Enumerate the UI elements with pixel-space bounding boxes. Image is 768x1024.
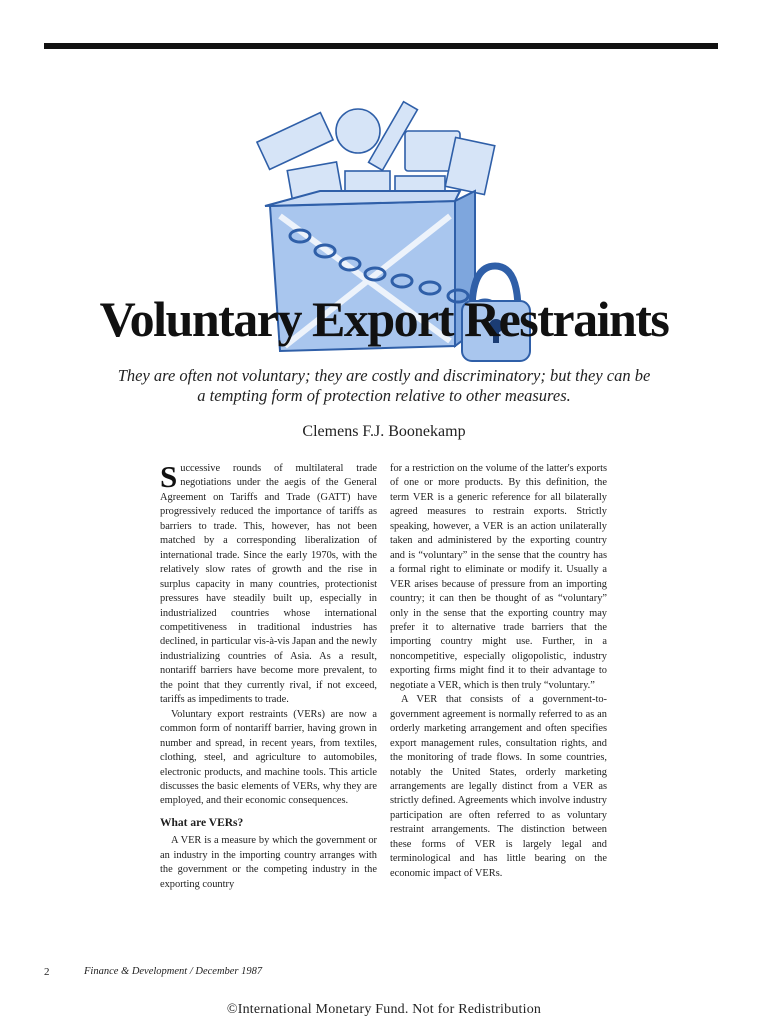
top-rule bbox=[44, 43, 718, 49]
article-subtitle bbox=[60, 366, 708, 406]
paragraph: A VER that consists of a government-to-government agreement is normally referred to as an orderly marketing arrangement and often specifies export management rules, consultation rights, and the monitoring of trade flows. In some countries, notably the United States, orderly marketing arrangements are legally distinct from a VER as strictly defined. Agreements which involve industry participation are often referred to as voluntary restraint arrangements. The distinction between these forms of VER is largely legal and terminological and has little bearing on the economic impact of VERs. bbox=[390, 694, 607, 879]
subtitle-line: They are often not voluntary; they are costly and discriminatory; but they can be bbox=[117, 366, 651, 385]
body-column-left bbox=[160, 459, 377, 892]
paragraph bbox=[160, 459, 377, 708]
robot-head-shape bbox=[336, 109, 380, 153]
paragraph: A VER is a measure by which the government or an industry in the importing country arranges with the government or the competing industry in the exporting country bbox=[160, 835, 377, 890]
body-column-right bbox=[390, 462, 607, 881]
journal-citation: Finance & Development / December 1987 bbox=[84, 966, 263, 977]
copyright-notice: ©International Monetary Fund. Not for Redistribution bbox=[226, 1002, 542, 1017]
author-byline: Clemens F.J. Boonekamp bbox=[302, 423, 466, 440]
drop-cap: S bbox=[160, 459, 178, 494]
paragraph-text: uccessive rounds of multilateral trade negotiations under the aegis of the General Agreement on Tariffs and Trade (GATT) have progressively reduced the importance of tariffs as barriers to trade. This, however, has not been matched by a corresponding liberalization of international trade. Since the early 1970s, with the relatively slow rates of growth and the rise in surplus capacity in many countries, protectionist pressures have steadily built up, especially in industrialized countries whose international competitiveness in traditional industries has declined, in particular vis-à-vis Japan and the newly industrializing countries of Asia. As a result, nontariff barriers have become more prevalent, to the point that they currently rival, if not exceed, tariffs as impediments to trade. bbox=[160, 463, 377, 706]
article-title: Voluntary Export Restraints bbox=[99, 291, 669, 347]
section-heading: What are VERs? bbox=[160, 816, 244, 829]
paragraph: Voluntary export restraints (VERs) are now a common form of nontariff barrier, having grown in number and spread, in recent years, from textiles, clothing, steel, and agriculture to automobiles, electronic products, and machine tools. This article discusses the basic elements of VERs, why they are employed, and their economic consequences. bbox=[160, 708, 377, 807]
page-number: 2 bbox=[44, 966, 50, 978]
paragraph: for a restriction on the volume of the latter's exports of one or more products. By this definition, the term VER is a generic reference for all bilaterally agreed measures to restrain exports. Strictly speaking, however, a VER is an action unilaterally taken and administered by the exporting country and is “voluntary” in the sense that the country has a formal right to eliminate or modify it. Usually a VER arises because of pressure from an importing country; it can then be thought of as “voluntary” only in the sense that the exporting country may prefer it to alternative trade barriers that the importing country might use. Further, in a noncompetitive, especially oligopolistic, industry exporting firms might find it to their advantage to negotiate a VER, which is then truly “voluntary.” bbox=[390, 463, 607, 691]
subtitle-line: a tempting form of protection relative to other measures. bbox=[197, 386, 571, 405]
car-shape bbox=[257, 113, 333, 170]
